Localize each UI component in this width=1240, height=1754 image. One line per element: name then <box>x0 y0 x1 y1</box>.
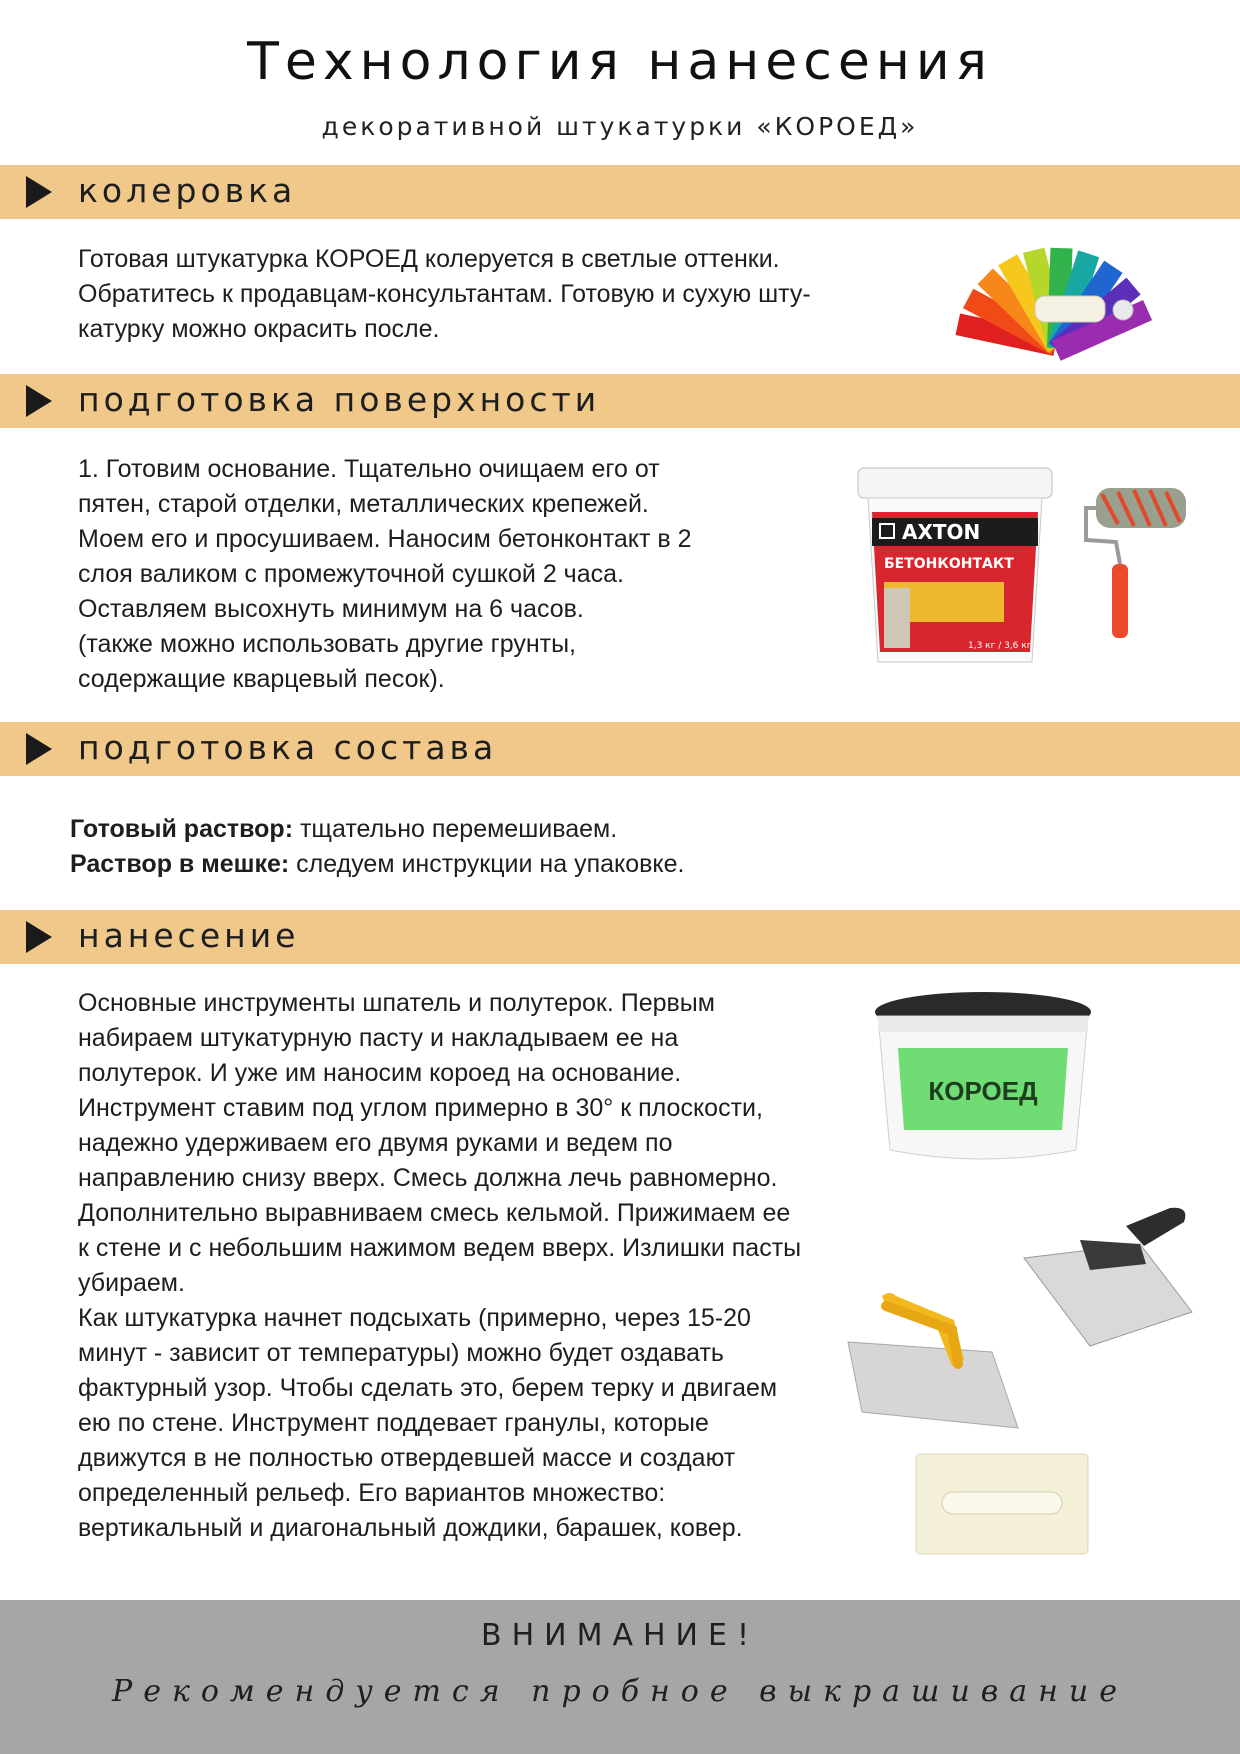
trowel-illustration <box>842 1290 1022 1430</box>
mixture-text <box>70 812 970 882</box>
plastic-float-icon <box>916 1454 1088 1554</box>
text-line: набираем штукатурную пасту и накладываем ее на <box>78 1024 679 1052</box>
text-line: Основные инструменты шпатель и полутерок. Первым <box>78 989 715 1017</box>
text-line: Дополнительно выравниваем смесь кельмой. Прижимаем ее <box>78 1199 791 1227</box>
bucket-weight: 1,3 кг / 3,6 кг <box>968 641 1032 651</box>
text-line: Инструмент ставим под углом примерно в 30° к плоскости, <box>78 1094 763 1122</box>
text-line: минут - зависит от температуры) можно будет оздавать <box>78 1339 724 1367</box>
bucket-brand: AXTON <box>902 520 981 544</box>
text-line: надежно удерживаем его двумя руками и ведем по <box>78 1129 673 1157</box>
text-line: полутерок. И уже им наносим короед на основание. <box>78 1059 682 1087</box>
text-line: Как штукатурка начнет подсыхать (примерно, через 15-20 <box>78 1304 751 1332</box>
section-header-mixture <box>0 722 1240 776</box>
bucket-product-name: БЕТОНКОНТАКТ <box>884 556 1014 572</box>
section-header-surface <box>0 374 1240 428</box>
mixture-bag-line <box>70 847 970 882</box>
mixture-ready-line <box>70 812 970 847</box>
section-heading: подготовка поверхности <box>78 380 601 419</box>
mixture-ready-text: тщательно перемешиваем. <box>293 815 618 843</box>
surface-text <box>78 452 778 697</box>
page-subtitle: декоративной штукатурки «КОРОЕД» <box>321 112 919 141</box>
text-line: ею по стене. Инструмент поддевает гранулы, которые <box>78 1409 709 1437</box>
warning-text: Рекомендуется пробное выкрашивание <box>112 1674 1128 1709</box>
text-line: фактурный узор. Чтобы сделать это, берем терку и двигаем <box>78 1374 778 1402</box>
text-line: убираем. <box>78 1269 185 1297</box>
text-line: Готовая штукатурка КОРОЕД колеруется в светлые оттенки. <box>78 245 780 273</box>
color-fan-illustration <box>955 228 1155 368</box>
bucket-product-name: КОРОЕД <box>928 1076 1038 1106</box>
koroed-bucket-illustration <box>868 990 1098 1170</box>
text-line: 1. Готовим основание. Тщательно очищаем его от <box>78 455 660 483</box>
spatula-illustration <box>1020 1200 1200 1350</box>
text-line: к стене и с небольшим нажимом ведем вверх. Излишки пасты <box>78 1234 802 1262</box>
section-heading: колеровка <box>78 171 297 210</box>
text-line: содержащие кварцевый песок). <box>78 665 445 693</box>
warning-banner <box>0 1600 1240 1754</box>
paint-roller-icon <box>1086 488 1186 638</box>
arrow-icon <box>26 176 52 208</box>
paint-roller-illustration <box>1078 484 1198 644</box>
text-line: (также можно использовать другие грунты, <box>78 630 576 658</box>
float-illustration <box>912 1450 1092 1558</box>
spatula-icon <box>1024 1208 1192 1346</box>
section-header-coloring <box>0 165 1240 219</box>
section-header-application <box>0 910 1240 964</box>
text-line: катурку можно окрасить после. <box>78 315 440 343</box>
text-line: Обратитесь к продавцам-консультантам. Готовую и сухую шту- <box>78 280 811 308</box>
text-line: Оставляем высохнуть минимум на 6 часов. <box>78 595 584 623</box>
text-line: движутся в не полностью отвердевшей массе и создают <box>78 1444 736 1472</box>
text-line: определенный рельеф. Его вариантов множество: <box>78 1479 666 1507</box>
application-text <box>78 986 858 1546</box>
text-line: направлению снизу вверх. Смесь должна лечь равномерно. <box>78 1164 778 1192</box>
text-line: слоя валиком с промежуточной сушкой 2 часа. <box>78 560 624 588</box>
section-heading: подготовка состава <box>78 728 498 767</box>
text-line: вертикальный и диагональный дождики, барашек, ковер. <box>78 1514 743 1542</box>
arrow-icon <box>26 385 52 417</box>
warning-title: ВНИМАНИЕ! <box>481 1618 759 1653</box>
text-line: пятен, старой отделки, металлических крепежей. <box>78 490 649 518</box>
coloring-text <box>78 242 898 347</box>
text-line: Моем его и просушиваем. Наносим бетонконтакт в 2 <box>78 525 692 553</box>
page-title: Технология нанесения <box>247 32 993 92</box>
mixture-bag-label: Раствор в мешке: <box>70 850 290 878</box>
trowel-icon <box>848 1293 1018 1428</box>
arrow-icon <box>26 733 52 765</box>
primer-bucket-illustration <box>850 462 1060 672</box>
mixture-bag-text: следуем инструкции на упаковке. <box>289 850 685 878</box>
mixture-ready-label: Готовый раствор: <box>70 815 294 843</box>
section-heading: нанесение <box>78 916 300 955</box>
arrow-icon <box>26 921 52 953</box>
